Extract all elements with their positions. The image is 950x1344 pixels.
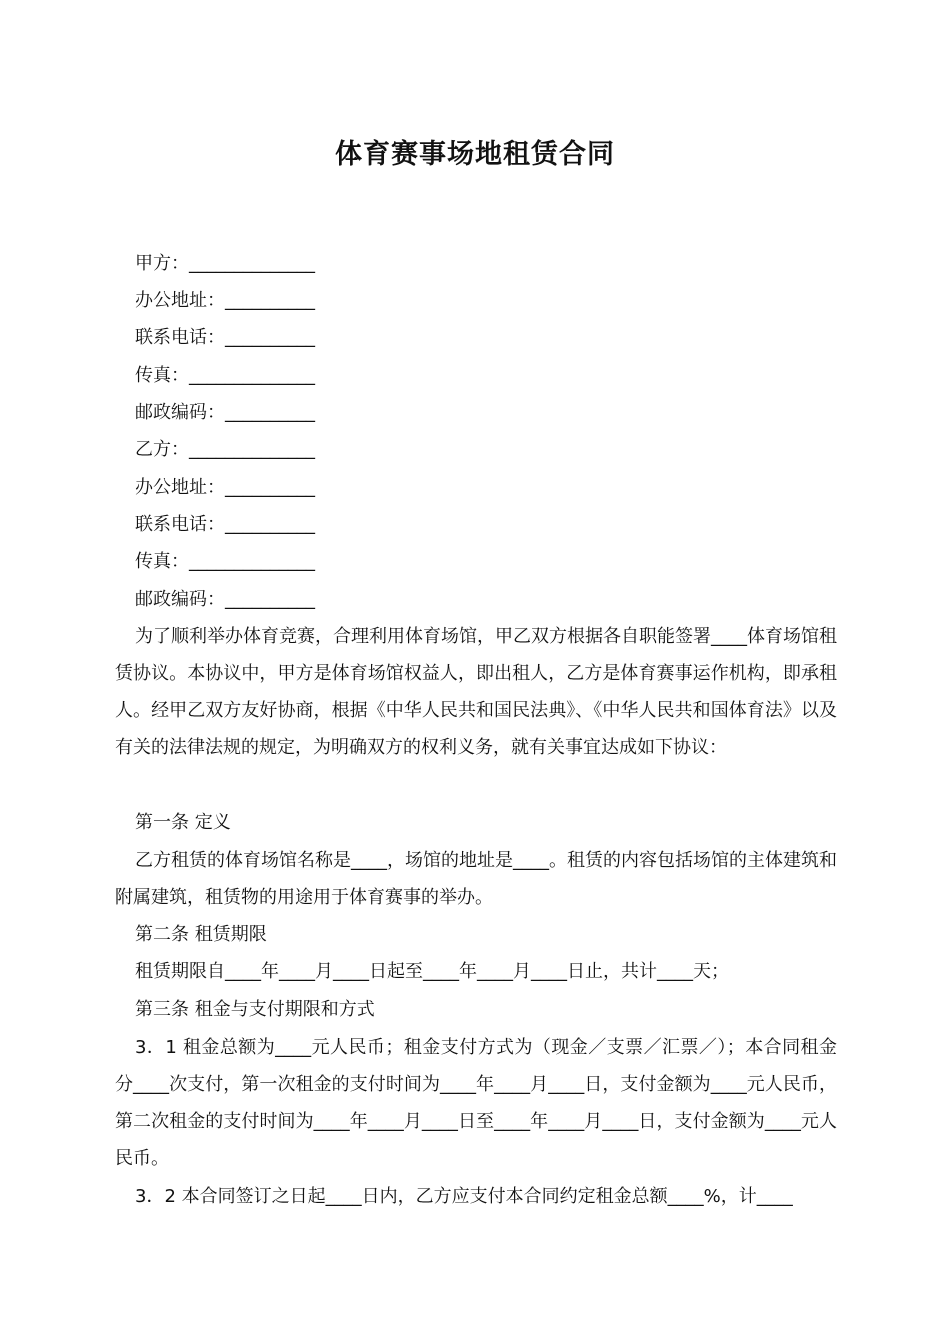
party-b-fax-field: 传真：______________ (135, 551, 315, 572)
intro-paragraph: 为了顺利举办体育竞赛，合理利用体育场馆，甲乙双方根据各自职能签署____体育场馆租赁协议。本协议中，甲方是体育场馆权益人，即出租人，乙方是体育赛事运作机构，即承租人。经甲乙双方友好协商，根据《中华人民共和国民法典》、《中华人民共和国体育法》以及有关的法律法规的规定，为明确双方的权利义务，就有关事宜达成如下协议： (115, 626, 837, 758)
article-3-heading: 第三条 租金与支付期限和方式 (135, 999, 375, 1020)
document-title: 体育赛事场地租赁合同 (335, 139, 615, 170)
party-b-name-field: 乙方：______________ (135, 439, 315, 460)
article-1-heading: 第一条 定义 (135, 812, 231, 833)
clause-3-2: 3．2 本合同签订之日起____日内，乙方应支付本合同约定租金总额____%，计____ (135, 1186, 793, 1207)
party-a-name-field: 甲方：______________ (135, 253, 315, 274)
article-2-body: 租赁期限自____年____月____日起至____年____月____日止，共计____天； (135, 961, 729, 982)
party-a-address-field: 办公地址：__________ (135, 290, 315, 311)
party-a-fax-field: 传真：______________ (135, 365, 315, 386)
clause-3-1: 3．1 租金总额为____元人民币；租金支付方式为（现金／支票／汇票／）；本合同租金分____次支付，第一次租金的支付时间为____年____月____日，支付金额为____元人民币，第二次租金的支付时间为____年____月____日至____年____月____日，支付金额为____元人民币。 (115, 1037, 837, 1169)
article-1-body: 乙方租赁的体育场馆名称是____，场馆的地址是____。租赁的内容包括场馆的主体建筑和附属建筑，租赁物的用途用于体育赛事的举办。 (115, 850, 837, 908)
party-a-phone-field: 联系电话：__________ (135, 327, 315, 348)
party-a-postcode-field: 邮政编码：__________ (135, 402, 315, 423)
article-2-heading: 第二条 租赁期限 (135, 924, 267, 945)
party-b-phone-field: 联系电话：__________ (135, 514, 315, 535)
party-b-address-field: 办公地址：__________ (135, 477, 315, 498)
party-b-postcode-field: 邮政编码：__________ (135, 589, 315, 610)
